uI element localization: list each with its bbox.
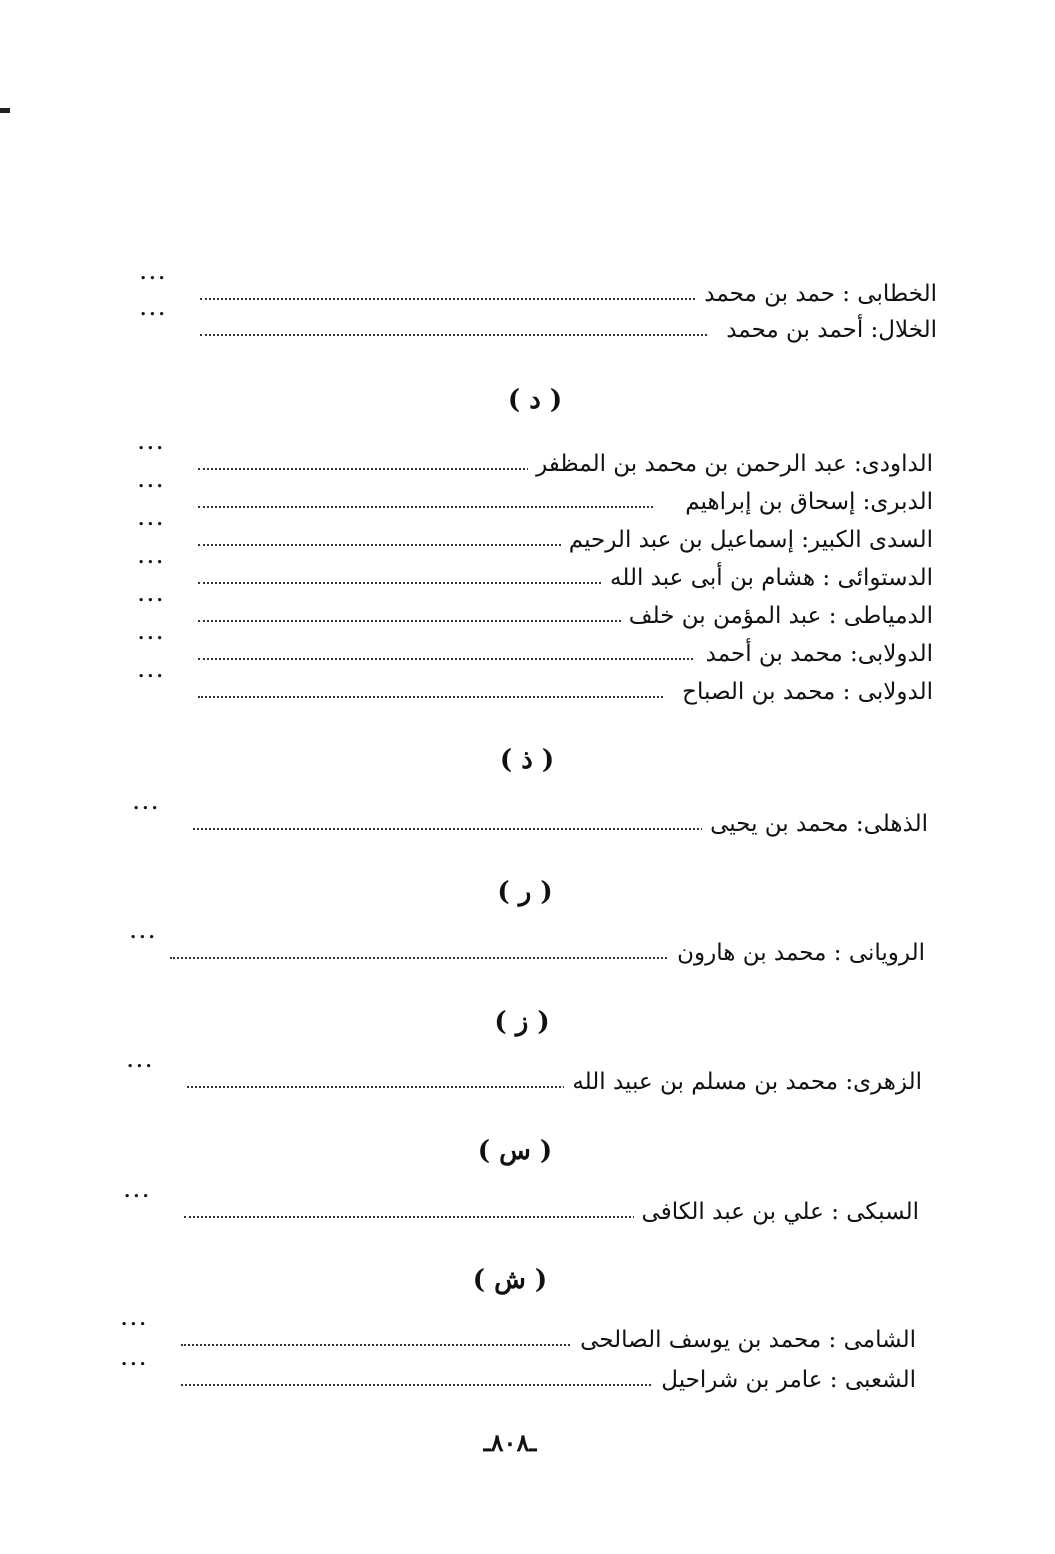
entry-text: الشعبى : عامر بن شراحيل: [653, 1362, 916, 1398]
page-reference: ...: [130, 922, 158, 943]
page-reference: ...: [138, 547, 166, 568]
entry-text: الدولابى : محمد بن الصباح: [674, 674, 933, 710]
entry-text: الدستوائى : هشام بن أبى عبد الله: [602, 560, 933, 596]
index-entry: [127, 1051, 922, 1100]
leader-dots: [198, 434, 553, 470]
leader-dots: [181, 1350, 651, 1386]
leader-dots: [200, 264, 707, 300]
page-reference: ...: [140, 263, 168, 284]
leader-dots: [198, 662, 663, 698]
leader-dots: [200, 300, 707, 336]
entry-text: السبكى : علي بن عبد الكافى: [634, 1194, 919, 1230]
page-reference: ...: [124, 1181, 152, 1202]
entry-text: الدبرى: إسحاق بن إبراهيم: [677, 484, 933, 520]
entry-text: السدى الكبير: إسماعيل بن عبد الرحيم: [561, 522, 933, 558]
leader-dots: [198, 510, 573, 546]
index-entry: [140, 299, 937, 348]
page-reference: ...: [138, 585, 166, 606]
page-number: ـ٨٠٨ـ: [483, 1428, 537, 1457]
entry-text: الزهرى: محمد بن مسلم بن عبيد الله: [564, 1064, 922, 1100]
leader-dots: [198, 472, 653, 508]
leader-dots: [193, 794, 703, 830]
section-heading: ( ذ ): [499, 745, 555, 775]
scan-edge-mark: [0, 108, 10, 113]
leader-dots: [198, 624, 693, 660]
index-entry: [130, 922, 925, 971]
index-entry: [124, 1181, 919, 1230]
entry-text: الداودى: عبد الرحمن بن محمد بن المظفر: [528, 446, 933, 482]
section-heading: ( ش ): [472, 1265, 548, 1295]
section-heading: ( ز ): [494, 1007, 550, 1037]
entry-text: الدولابى: محمد بن أحمد: [698, 636, 933, 672]
entry-text: الخطابى : حمد بن محمد: [696, 276, 937, 312]
index-entry: [138, 661, 933, 710]
page-reference: ...: [138, 509, 166, 530]
leader-dots: [170, 923, 675, 959]
entry-text: الذهلى: محمد بن يحيى: [702, 806, 928, 842]
page-reference: ...: [138, 661, 166, 682]
index-entry: [121, 1349, 916, 1398]
entry-text: الخلال: أحمد بن محمد: [718, 312, 937, 348]
entry-text: الرويانى : محمد بن هارون: [669, 935, 925, 971]
leader-dots: [198, 548, 613, 584]
leader-dots: [184, 1182, 639, 1218]
entry-text: الشامى : محمد بن يوسف الصالحى: [572, 1322, 916, 1358]
index-entry: [133, 793, 928, 842]
leader-dots: [181, 1310, 601, 1346]
leader-dots: [187, 1052, 577, 1088]
leader-dots: [198, 586, 633, 622]
page-reference: ...: [133, 793, 161, 814]
page-reference: ...: [138, 433, 166, 454]
page-reference: ...: [121, 1309, 149, 1330]
section-heading: ( ر ): [497, 877, 553, 907]
entry-text: الدمياطى : عبد المؤمن بن خلف: [621, 598, 933, 634]
page-reference: ...: [140, 299, 168, 320]
section-heading: ( د ): [507, 385, 563, 415]
section-heading: ( س ): [477, 1136, 553, 1166]
page-reference: ...: [138, 623, 166, 644]
page-reference: ...: [121, 1349, 149, 1370]
page-reference: ...: [138, 471, 166, 492]
page-reference: ...: [127, 1051, 155, 1072]
